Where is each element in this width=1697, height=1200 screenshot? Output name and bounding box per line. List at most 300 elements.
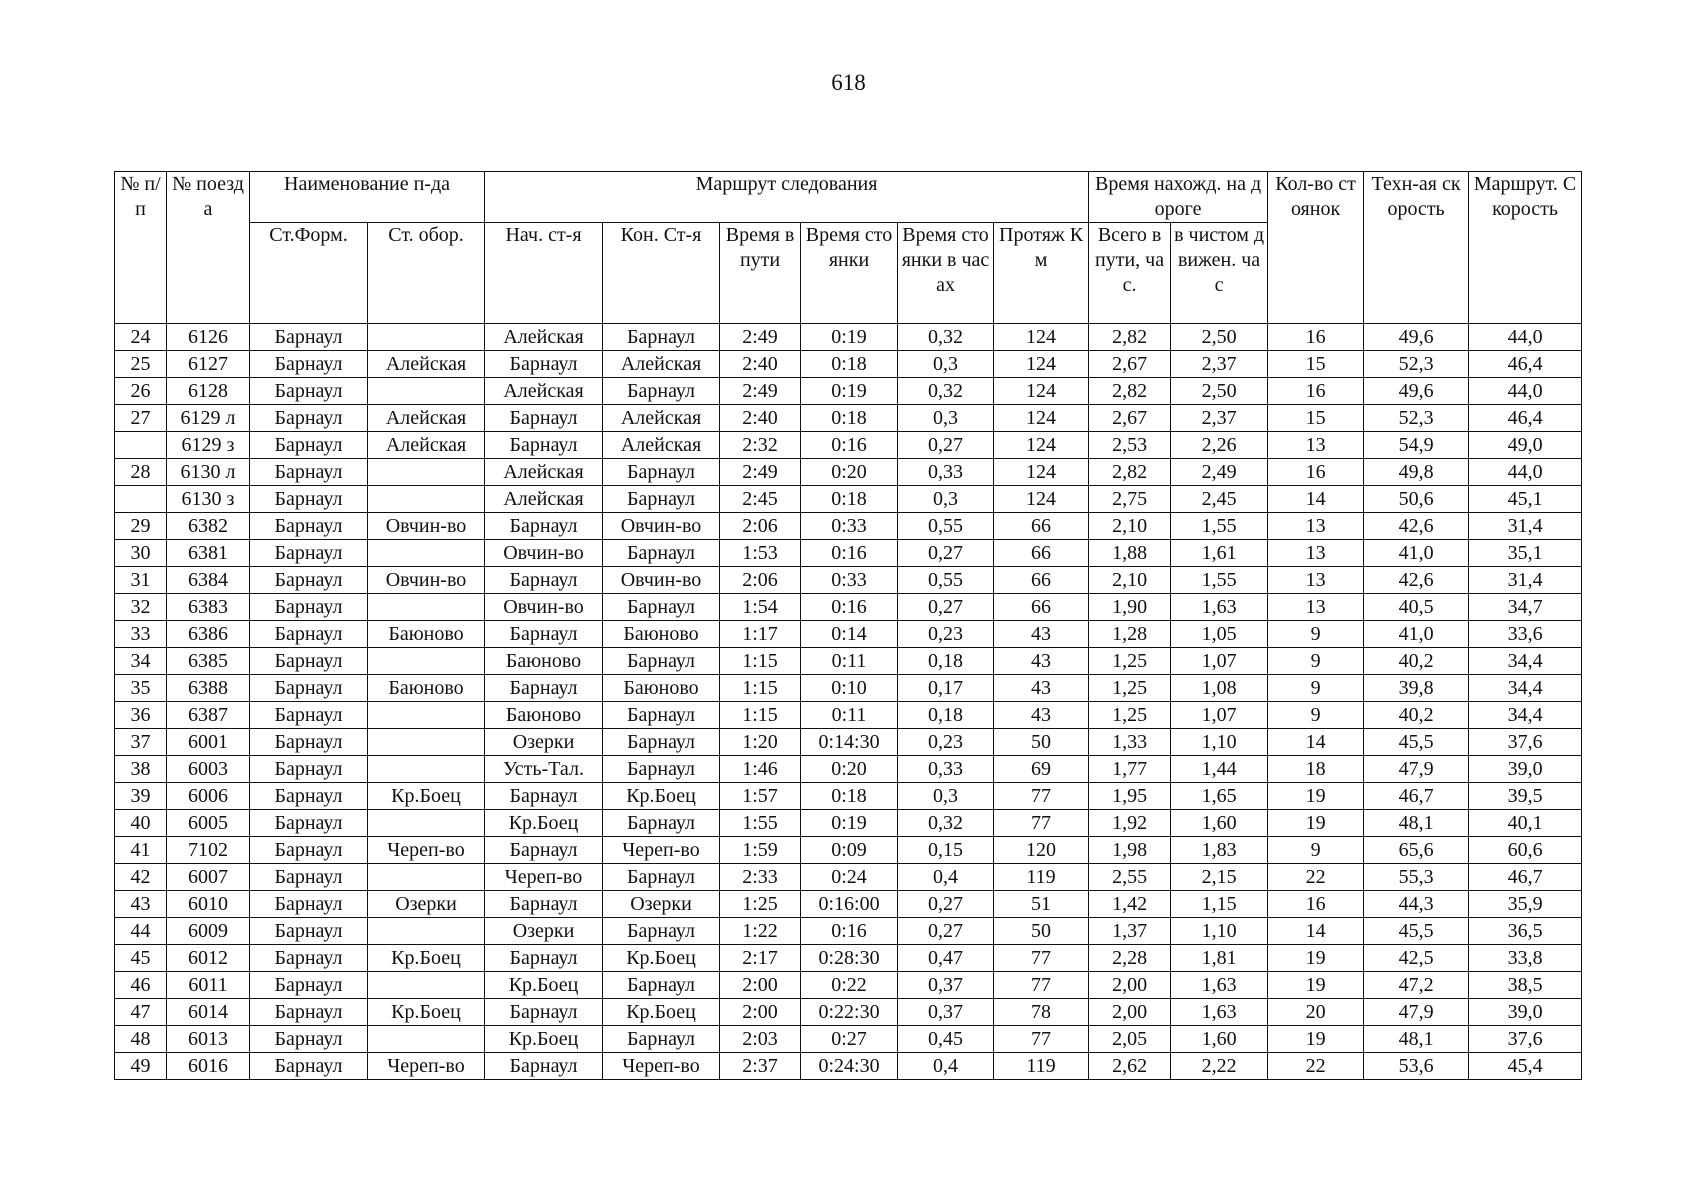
- cell-start-station: Алейская: [485, 378, 603, 405]
- cell-row-number: 38: [115, 756, 167, 783]
- cell-stops-count: 14: [1268, 918, 1364, 945]
- cell-route-speed: 31,4: [1469, 567, 1582, 594]
- cell-stop-time: 0:20: [801, 756, 898, 783]
- page-number: 618: [831, 70, 866, 95]
- cell-tech-speed: 40,5: [1364, 594, 1469, 621]
- table-row: [115, 567, 1582, 594]
- cell-stops-count: 19: [1268, 783, 1364, 810]
- cell-station-form: Барнаул: [250, 918, 368, 945]
- cell-stop-hours: 0,18: [898, 648, 994, 675]
- cell-station-turnaround: Череп-во: [368, 837, 485, 864]
- cell-stop-time: 0:22: [801, 972, 898, 999]
- cell-stops-count: 18: [1268, 756, 1364, 783]
- cell-tech-speed: 49,6: [1364, 324, 1469, 351]
- header-stop-time: Время стоянки: [801, 223, 898, 324]
- cell-row-number: 47: [115, 999, 167, 1026]
- cell-route-speed: 40,1: [1469, 810, 1582, 837]
- cell-stops-count: 13: [1268, 513, 1364, 540]
- cell-start-station: Барнаул: [485, 1053, 603, 1080]
- cell-end-station: Барнаул: [603, 864, 720, 891]
- cell-station-form: Барнаул: [250, 540, 368, 567]
- cell-tech-speed: 46,7: [1364, 783, 1469, 810]
- cell-total-hours: 2,82: [1089, 459, 1171, 486]
- cell-end-station: Барнаул: [603, 810, 720, 837]
- cell-distance-km: 124: [994, 351, 1089, 378]
- cell-start-station: Овчин-во: [485, 594, 603, 621]
- cell-pure-hours: 1,44: [1171, 756, 1268, 783]
- cell-stop-time: 0:09: [801, 837, 898, 864]
- table-row: [115, 810, 1582, 837]
- table-row: [115, 459, 1582, 486]
- cell-total-hours: 1,42: [1089, 891, 1171, 918]
- header-tech-speed: Техн-ая скорость: [1364, 172, 1469, 324]
- cell-total-hours: 2,62: [1089, 1053, 1171, 1080]
- cell-pure-hours: 1,55: [1171, 513, 1268, 540]
- cell-station-form: Барнаул: [250, 972, 368, 999]
- cell-route-speed: 44,0: [1469, 324, 1582, 351]
- cell-station-form: Барнаул: [250, 594, 368, 621]
- cell-stop-hours: 0,32: [898, 378, 994, 405]
- cell-stop-hours: 0,27: [898, 891, 994, 918]
- cell-tech-speed: 52,3: [1364, 351, 1469, 378]
- cell-pure-hours: 1,60: [1171, 1026, 1268, 1053]
- cell-stops-count: 16: [1268, 459, 1364, 486]
- cell-stop-hours: 0,33: [898, 459, 994, 486]
- cell-station-turnaround: [368, 324, 485, 351]
- header-end-st: Кон. Ст-я: [603, 223, 720, 324]
- cell-route-speed: 46,7: [1469, 864, 1582, 891]
- cell-end-station: Овчин-во: [603, 513, 720, 540]
- header-start-st: Нач. ст-я: [485, 223, 603, 324]
- cell-station-turnaround: [368, 864, 485, 891]
- cell-stop-hours: 0,27: [898, 918, 994, 945]
- cell-station-form: Барнаул: [250, 999, 368, 1026]
- cell-pure-hours: 2,22: [1171, 1053, 1268, 1080]
- cell-total-hours: 2,67: [1089, 351, 1171, 378]
- cell-stops-count: 13: [1268, 540, 1364, 567]
- cell-stop-time: 0:24: [801, 864, 898, 891]
- cell-stops-count: 16: [1268, 891, 1364, 918]
- cell-row-number: 24: [115, 324, 167, 351]
- table-row: [115, 1053, 1582, 1080]
- cell-tech-speed: 45,5: [1364, 918, 1469, 945]
- cell-total-hours: 1,95: [1089, 783, 1171, 810]
- cell-train-number: 6385: [167, 648, 250, 675]
- cell-pure-hours: 1,08: [1171, 675, 1268, 702]
- cell-end-station: Барнаул: [603, 486, 720, 513]
- cell-train-number: 6382: [167, 513, 250, 540]
- cell-start-station: Барнаул: [485, 945, 603, 972]
- cell-travel-time: 1:15: [720, 675, 801, 702]
- cell-train-number: 6130 л: [167, 459, 250, 486]
- cell-total-hours: 2,05: [1089, 1026, 1171, 1053]
- cell-stops-count: 19: [1268, 810, 1364, 837]
- cell-travel-time: 2:40: [720, 351, 801, 378]
- cell-total-hours: 1,77: [1089, 756, 1171, 783]
- cell-tech-speed: 40,2: [1364, 648, 1469, 675]
- cell-train-number: 6381: [167, 540, 250, 567]
- cell-route-speed: 34,7: [1469, 594, 1582, 621]
- cell-distance-km: 124: [994, 405, 1089, 432]
- cell-station-turnaround: Кр.Боец: [368, 999, 485, 1026]
- cell-route-speed: 49,0: [1469, 432, 1582, 459]
- cell-station-turnaround: [368, 459, 485, 486]
- cell-total-hours: 1,28: [1089, 621, 1171, 648]
- cell-end-station: Кр.Боец: [603, 783, 720, 810]
- cell-train-number: 6388: [167, 675, 250, 702]
- cell-total-hours: 1,98: [1089, 837, 1171, 864]
- cell-station-turnaround: Овчин-во: [368, 513, 485, 540]
- cell-stops-count: 14: [1268, 729, 1364, 756]
- cell-tech-speed: 47,2: [1364, 972, 1469, 999]
- cell-start-station: Барнаул: [485, 513, 603, 540]
- cell-start-station: Барнаул: [485, 837, 603, 864]
- cell-total-hours: 1,37: [1089, 918, 1171, 945]
- cell-pure-hours: 2,49: [1171, 459, 1268, 486]
- cell-stop-time: 0:16: [801, 918, 898, 945]
- cell-station-form: Барнаул: [250, 945, 368, 972]
- cell-travel-time: 2:49: [720, 324, 801, 351]
- cell-distance-km: 66: [994, 513, 1089, 540]
- cell-end-station: Барнаул: [603, 756, 720, 783]
- table-row: [115, 702, 1582, 729]
- cell-station-turnaround: [368, 810, 485, 837]
- cell-end-station: Череп-во: [603, 1053, 720, 1080]
- cell-route-speed: 45,4: [1469, 1053, 1582, 1080]
- cell-travel-time: 1:17: [720, 621, 801, 648]
- cell-train-number: 6009: [167, 918, 250, 945]
- cell-distance-km: 78: [994, 999, 1089, 1026]
- cell-station-form: Барнаул: [250, 891, 368, 918]
- cell-stop-hours: 0,45: [898, 1026, 994, 1053]
- cell-station-turnaround: Алейская: [368, 351, 485, 378]
- cell-row-number: 39: [115, 783, 167, 810]
- cell-stops-count: 22: [1268, 1053, 1364, 1080]
- cell-total-hours: 1,88: [1089, 540, 1171, 567]
- cell-distance-km: 77: [994, 810, 1089, 837]
- cell-pure-hours: 1,07: [1171, 648, 1268, 675]
- cell-end-station: Барнаул: [603, 324, 720, 351]
- cell-station-turnaround: [368, 540, 485, 567]
- cell-train-number: 6126: [167, 324, 250, 351]
- cell-stop-time: 0:19: [801, 378, 898, 405]
- table-row: [115, 432, 1582, 459]
- cell-tech-speed: 52,3: [1364, 405, 1469, 432]
- cell-pure-hours: 1,83: [1171, 837, 1268, 864]
- cell-route-speed: 33,8: [1469, 945, 1582, 972]
- cell-row-number: 30: [115, 540, 167, 567]
- cell-distance-km: 66: [994, 540, 1089, 567]
- cell-travel-time: 2:40: [720, 405, 801, 432]
- cell-distance-km: 119: [994, 1053, 1089, 1080]
- cell-station-turnaround: Баюново: [368, 675, 485, 702]
- cell-start-station: Барнаул: [485, 891, 603, 918]
- cell-start-station: Барнаул: [485, 567, 603, 594]
- cell-start-station: Баюново: [485, 702, 603, 729]
- table-row: [115, 675, 1582, 702]
- cell-pure-hours: 1,61: [1171, 540, 1268, 567]
- cell-row-number: 40: [115, 810, 167, 837]
- cell-route-speed: 46,4: [1469, 405, 1582, 432]
- cell-pure-hours: 2,50: [1171, 378, 1268, 405]
- cell-travel-time: 1:57: [720, 783, 801, 810]
- cell-route-speed: 31,4: [1469, 513, 1582, 540]
- cell-stops-count: 13: [1268, 432, 1364, 459]
- cell-route-speed: 46,4: [1469, 351, 1582, 378]
- cell-start-station: Алейская: [485, 486, 603, 513]
- cell-start-station: Баюново: [485, 648, 603, 675]
- table-row: [115, 1026, 1582, 1053]
- cell-tech-speed: 65,6: [1364, 837, 1469, 864]
- cell-station-turnaround: [368, 1026, 485, 1053]
- cell-tech-speed: 49,8: [1364, 459, 1469, 486]
- cell-row-number: 49: [115, 1053, 167, 1080]
- cell-station-form: Барнаул: [250, 837, 368, 864]
- cell-end-station: Барнаул: [603, 648, 720, 675]
- cell-row-number: 36: [115, 702, 167, 729]
- cell-stops-count: 19: [1268, 1026, 1364, 1053]
- cell-total-hours: 1,33: [1089, 729, 1171, 756]
- cell-route-speed: 36,5: [1469, 918, 1582, 945]
- cell-stop-time: 0:18: [801, 351, 898, 378]
- table-row: [115, 594, 1582, 621]
- cell-total-hours: 1,92: [1089, 810, 1171, 837]
- table-row: [115, 945, 1582, 972]
- cell-start-station: Кр.Боец: [485, 1026, 603, 1053]
- cell-stops-count: 13: [1268, 594, 1364, 621]
- cell-distance-km: 77: [994, 972, 1089, 999]
- cell-station-turnaround: Череп-во: [368, 1053, 485, 1080]
- cell-station-form: Барнаул: [250, 324, 368, 351]
- cell-route-speed: 34,4: [1469, 648, 1582, 675]
- cell-row-number: [115, 486, 167, 513]
- cell-pure-hours: 2,45: [1171, 486, 1268, 513]
- cell-stop-time: 0:28:30: [801, 945, 898, 972]
- cell-stop-hours: 0,37: [898, 972, 994, 999]
- table-row: [115, 378, 1582, 405]
- cell-stops-count: 15: [1268, 405, 1364, 432]
- cell-tech-speed: 39,8: [1364, 675, 1469, 702]
- cell-station-form: Барнаул: [250, 648, 368, 675]
- cell-row-number: 41: [115, 837, 167, 864]
- cell-stop-hours: 0,55: [898, 513, 994, 540]
- cell-row-number: 44: [115, 918, 167, 945]
- cell-train-number: 6129 л: [167, 405, 250, 432]
- cell-travel-time: 1:46: [720, 756, 801, 783]
- cell-station-form: Барнаул: [250, 783, 368, 810]
- cell-row-number: 31: [115, 567, 167, 594]
- cell-row-number: 27: [115, 405, 167, 432]
- cell-stop-hours: 0,3: [898, 486, 994, 513]
- cell-stop-hours: 0,23: [898, 621, 994, 648]
- cell-row-number: 29: [115, 513, 167, 540]
- cell-route-speed: 45,1: [1469, 486, 1582, 513]
- cell-end-station: Барнаул: [603, 540, 720, 567]
- cell-stop-time: 0:14:30: [801, 729, 898, 756]
- cell-station-form: Барнаул: [250, 351, 368, 378]
- cell-start-station: Алейская: [485, 324, 603, 351]
- cell-train-number: 6001: [167, 729, 250, 756]
- cell-stops-count: 19: [1268, 972, 1364, 999]
- cell-tech-speed: 50,6: [1364, 486, 1469, 513]
- cell-station-turnaround: [368, 594, 485, 621]
- table-row: [115, 324, 1582, 351]
- cell-row-number: 45: [115, 945, 167, 972]
- cell-tech-speed: 42,6: [1364, 567, 1469, 594]
- cell-tech-speed: 42,6: [1364, 513, 1469, 540]
- cell-travel-time: 2:49: [720, 459, 801, 486]
- cell-stop-hours: 0,23: [898, 729, 994, 756]
- cell-stops-count: 15: [1268, 351, 1364, 378]
- cell-travel-time: 1:54: [720, 594, 801, 621]
- cell-train-number: 6383: [167, 594, 250, 621]
- cell-stop-hours: 0,37: [898, 999, 994, 1026]
- cell-station-form: Барнаул: [250, 1053, 368, 1080]
- header-stop-hours: Время стоянки в часах: [898, 223, 994, 324]
- cell-end-station: Барнаул: [603, 972, 720, 999]
- cell-total-hours: 1,25: [1089, 675, 1171, 702]
- cell-stops-count: 16: [1268, 378, 1364, 405]
- cell-train-number: 6384: [167, 567, 250, 594]
- cell-stop-hours: 0,17: [898, 675, 994, 702]
- cell-distance-km: 124: [994, 378, 1089, 405]
- cell-station-form: Барнаул: [250, 486, 368, 513]
- cell-stop-hours: 0,27: [898, 540, 994, 567]
- cell-stop-hours: 0,18: [898, 702, 994, 729]
- cell-travel-time: 2:06: [720, 513, 801, 540]
- cell-station-turnaround: [368, 729, 485, 756]
- cell-route-speed: 35,1: [1469, 540, 1582, 567]
- cell-pure-hours: 2,26: [1171, 432, 1268, 459]
- table-row: [115, 405, 1582, 432]
- header-stops-count: Кол-во стоянок: [1268, 172, 1364, 324]
- header-distance: Протяж Км: [994, 223, 1089, 324]
- cell-route-speed: 35,9: [1469, 891, 1582, 918]
- cell-travel-time: 1:59: [720, 837, 801, 864]
- cell-travel-time: 2:00: [720, 999, 801, 1026]
- header-name-group: Наименование п-да: [250, 172, 485, 223]
- cell-train-number: 6013: [167, 1026, 250, 1053]
- cell-stop-time: 0:18: [801, 486, 898, 513]
- cell-row-number: 46: [115, 972, 167, 999]
- cell-stop-hours: 0,27: [898, 594, 994, 621]
- table-row: [115, 621, 1582, 648]
- cell-row-number: 26: [115, 378, 167, 405]
- cell-stop-time: 0:19: [801, 810, 898, 837]
- table-row: [115, 918, 1582, 945]
- cell-route-speed: 44,0: [1469, 459, 1582, 486]
- table-row: [115, 513, 1582, 540]
- cell-tech-speed: 55,3: [1364, 864, 1469, 891]
- cell-end-station: Алейская: [603, 351, 720, 378]
- cell-station-turnaround: Баюново: [368, 621, 485, 648]
- cell-start-station: Озерки: [485, 729, 603, 756]
- cell-pure-hours: 1,63: [1171, 972, 1268, 999]
- cell-start-station: Алейская: [485, 459, 603, 486]
- cell-distance-km: 124: [994, 432, 1089, 459]
- cell-row-number: 48: [115, 1026, 167, 1053]
- cell-tech-speed: 45,5: [1364, 729, 1469, 756]
- cell-end-station: Барнаул: [603, 918, 720, 945]
- cell-stop-hours: 0,55: [898, 567, 994, 594]
- cell-train-number: 7102: [167, 837, 250, 864]
- cell-stop-hours: 0,4: [898, 864, 994, 891]
- cell-station-form: Барнаул: [250, 864, 368, 891]
- cell-station-turnaround: [368, 972, 485, 999]
- cell-train-number: 6129 з: [167, 432, 250, 459]
- cell-station-form: Барнаул: [250, 459, 368, 486]
- cell-end-station: Череп-во: [603, 837, 720, 864]
- cell-total-hours: 2,82: [1089, 378, 1171, 405]
- cell-station-turnaround: Алейская: [368, 432, 485, 459]
- cell-tech-speed: 48,1: [1364, 810, 1469, 837]
- cell-row-number: 32: [115, 594, 167, 621]
- cell-route-speed: 39,0: [1469, 999, 1582, 1026]
- cell-pure-hours: 2,37: [1171, 405, 1268, 432]
- cell-stops-count: 9: [1268, 702, 1364, 729]
- cell-travel-time: 2:33: [720, 864, 801, 891]
- cell-train-number: 6003: [167, 756, 250, 783]
- cell-total-hours: 1,25: [1089, 702, 1171, 729]
- cell-total-hours: 2,00: [1089, 999, 1171, 1026]
- cell-start-station: Барнаул: [485, 783, 603, 810]
- cell-train-number: 6127: [167, 351, 250, 378]
- cell-total-hours: 2,53: [1089, 432, 1171, 459]
- cell-station-form: Барнаул: [250, 756, 368, 783]
- cell-total-hours: 2,10: [1089, 513, 1171, 540]
- cell-station-form: Барнаул: [250, 675, 368, 702]
- cell-end-station: Баюново: [603, 675, 720, 702]
- cell-tech-speed: 48,1: [1364, 1026, 1469, 1053]
- cell-station-form: Барнаул: [250, 405, 368, 432]
- table-row: [115, 837, 1582, 864]
- cell-distance-km: 124: [994, 324, 1089, 351]
- cell-station-turnaround: Кр.Боец: [368, 783, 485, 810]
- cell-stop-time: 0:27: [801, 1026, 898, 1053]
- cell-start-station: Усть-Тал.: [485, 756, 603, 783]
- header-total-hours: Всего в пути, час.: [1089, 223, 1171, 324]
- cell-route-speed: 38,5: [1469, 972, 1582, 999]
- table-row: [115, 756, 1582, 783]
- cell-station-turnaround: Кр.Боец: [368, 945, 485, 972]
- cell-train-number: 6005: [167, 810, 250, 837]
- cell-start-station: Кр.Боец: [485, 972, 603, 999]
- cell-route-speed: 39,0: [1469, 756, 1582, 783]
- cell-row-number: 34: [115, 648, 167, 675]
- cell-end-station: Барнаул: [603, 1026, 720, 1053]
- cell-stops-count: 19: [1268, 945, 1364, 972]
- cell-end-station: Алейская: [603, 432, 720, 459]
- cell-pure-hours: 1,15: [1171, 891, 1268, 918]
- cell-end-station: Барнаул: [603, 594, 720, 621]
- cell-station-turnaround: [368, 648, 485, 675]
- table-row: [115, 648, 1582, 675]
- cell-stop-time: 0:33: [801, 567, 898, 594]
- cell-row-number: 37: [115, 729, 167, 756]
- cell-travel-time: 2:37: [720, 1053, 801, 1080]
- cell-stop-hours: 0,33: [898, 756, 994, 783]
- cell-pure-hours: 1,07: [1171, 702, 1268, 729]
- cell-travel-time: 1:55: [720, 810, 801, 837]
- cell-distance-km: 66: [994, 567, 1089, 594]
- cell-end-station: Озерки: [603, 891, 720, 918]
- cell-stop-hours: 0,27: [898, 432, 994, 459]
- cell-station-turnaround: [368, 486, 485, 513]
- cell-station-form: Барнаул: [250, 810, 368, 837]
- cell-distance-km: 119: [994, 864, 1089, 891]
- cell-stop-time: 0:11: [801, 702, 898, 729]
- cell-station-turnaround: [368, 756, 485, 783]
